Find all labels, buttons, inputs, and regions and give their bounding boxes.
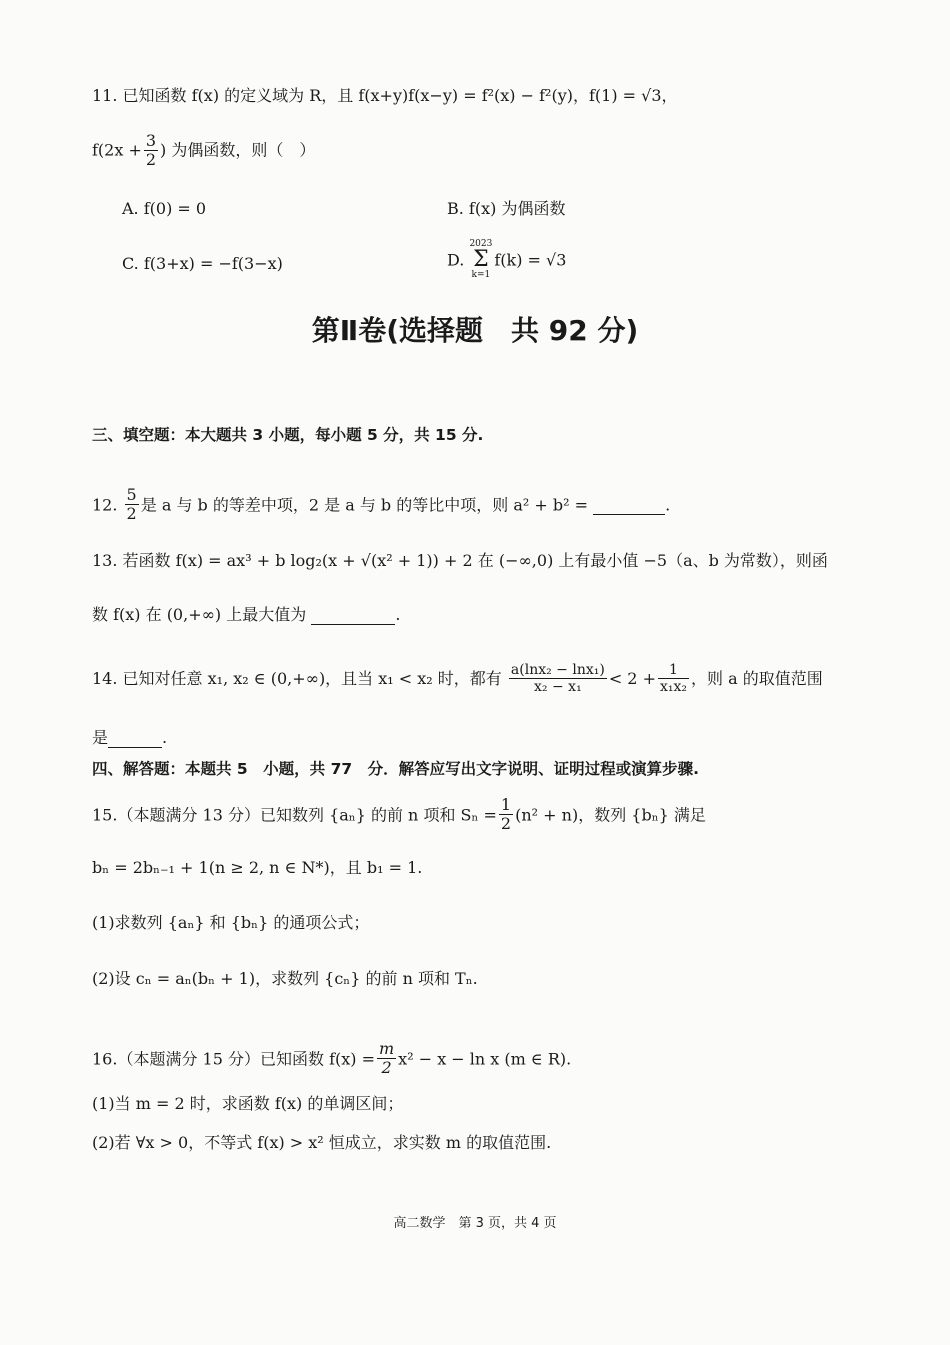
q14-answer-blank[interactable] (108, 728, 162, 748)
q14-frac1-num: a(lnx₂ − lnx₁) (510, 662, 605, 678)
q13-line2 (92, 605, 400, 625)
q14-pre: 已知对任意 x₁, x₂ ∈ (0,+∞)，且当 x₁ < x₂ 时，都有 (122, 669, 502, 688)
sum-upper-limit: 2023 (469, 239, 493, 249)
q14-end: . (162, 728, 168, 747)
q15-line2: bₙ = 2bₙ₋₁ + 1(n ≥ 2, n ∈ N*)，且 b₁ = 1. (92, 858, 423, 877)
q14-fraction-1 (509, 662, 607, 695)
q11-number: 11. (92, 86, 118, 105)
q11-option-d-rest: f(k) = √3 (494, 250, 567, 270)
q13-stem-line2: 数 f(x) 在 (0,+∞) 上最大值为 (92, 605, 307, 624)
q15-part1: (1)求数列 {aₙ} 和 {bₙ} 的通项公式； (92, 913, 370, 932)
q14-frac2-den: x₁x₂ (659, 679, 687, 696)
q14-line2 (92, 728, 167, 748)
summation-symbol (469, 240, 492, 280)
page-footer: 高二数学 第 3 页，共 4 页 (393, 1216, 557, 1231)
q13-answer-blank[interactable] (311, 605, 395, 625)
q11-line2-pre: f(2x + (92, 140, 142, 160)
q15-head-post: (n² + n)，数列 {bₙ} 满足 (515, 805, 706, 825)
q11-line1 (92, 86, 678, 105)
q11-stem-line1: 已知函数 f(x) 的定义域为 R，且 f(x+y)f(x−y) = f²(x) − f²(y)，f(1) = √3， (122, 86, 678, 105)
section4-heading: 四、解答题：本题共 5 小题，共 77 分．解答应写出文字说明、证明过程或演算步骤. (92, 760, 700, 778)
q16-fraction (377, 1040, 396, 1078)
q11-option-c: C. f(3+x) = −f(3−x) (122, 254, 283, 273)
q11-option-d-label: D. (447, 250, 465, 270)
q15-head-pre: 15.（本题满分 13 分）已知数列 {aₙ} 的前 n 项和 Sₙ = (92, 805, 497, 825)
q11-option-b: B. f(x) 为偶函数 (447, 199, 566, 218)
q13-line1 (92, 551, 828, 570)
q14-mid: < 2 + (608, 669, 656, 688)
q12-answer-blank[interactable] (593, 495, 665, 515)
q11-line2-post: ) 为偶函数，则（ ） (160, 140, 316, 160)
q16-head-post: x² − x − ln x (m ∈ R). (398, 1049, 572, 1069)
q11-fraction (144, 132, 158, 170)
q11-line2 (92, 132, 315, 170)
q14-line1 (92, 662, 823, 695)
q12-fraction (125, 486, 139, 524)
part2-title: 第Ⅱ卷(选择题 共 92 分) (311, 314, 639, 347)
section3-heading: 三、填空题：本大题共 3 小题，每小题 5 分，共 15 分. (92, 426, 484, 444)
q12-text: 是 a 与 b 的等差中项，2 是 a 与 b 的等比中项，则 a² + b² = (140, 495, 589, 515)
q16-part2: (2)若 ∀x > 0，不等式 f(x) > x² 恒成立，求实数 m 的取值范围. (92, 1133, 552, 1152)
q14-post: ，则 a 的取值范围 (691, 669, 823, 688)
q13-stem-line1: 若函数 f(x) = ax³ + b log₂(x + √(x² + 1)) + 2 在 (−∞,0) 上有最小值 −5（a、b 为常数），则函 (122, 551, 828, 570)
q12-number: 12. (92, 495, 118, 515)
q16-frac-num: m (379, 1039, 395, 1058)
q12-line (92, 486, 670, 524)
q14-number: 14. (92, 669, 118, 688)
q12-frac-den: 2 (126, 504, 137, 524)
q15-frac-num: 1 (500, 795, 512, 814)
q15-line1 (92, 796, 706, 834)
q13-number: 13. (92, 551, 118, 570)
q15-fraction (499, 796, 513, 834)
q14-frac1-den: x₂ − x₁ (534, 679, 582, 696)
sigma-glyph: Σ (473, 247, 489, 272)
q16-part1: (1)当 m = 2 时，求函数 f(x) 的单调区间； (92, 1094, 404, 1113)
q15-frac-den: 2 (500, 814, 512, 834)
q14-frac2-num: 1 (658, 662, 689, 679)
q12-frac-num: 5 (126, 485, 137, 504)
q15-part2: (2)设 cₙ = aₙ(bₙ + 1)，求数列 {cₙ} 的前 n 项和 Tₙ. (92, 969, 478, 988)
q11-frac-num: 3 (145, 131, 157, 150)
q11-option-d (447, 240, 566, 280)
sum-lower-limit: k=1 (471, 270, 491, 280)
q12-end: . (665, 495, 671, 515)
q13-end: . (395, 605, 401, 624)
q16-head-pre: 16.（本题满分 15 分）已知函数 f(x) = (92, 1049, 375, 1069)
q16-frac-den: 2 (381, 1058, 392, 1078)
q11-option-a: A. f(0) = 0 (122, 199, 207, 218)
q11-frac-den: 2 (145, 150, 157, 170)
q14-fraction-2 (658, 662, 689, 695)
q16-line1 (92, 1040, 571, 1078)
q14-stem-line2: 是 (92, 728, 109, 747)
